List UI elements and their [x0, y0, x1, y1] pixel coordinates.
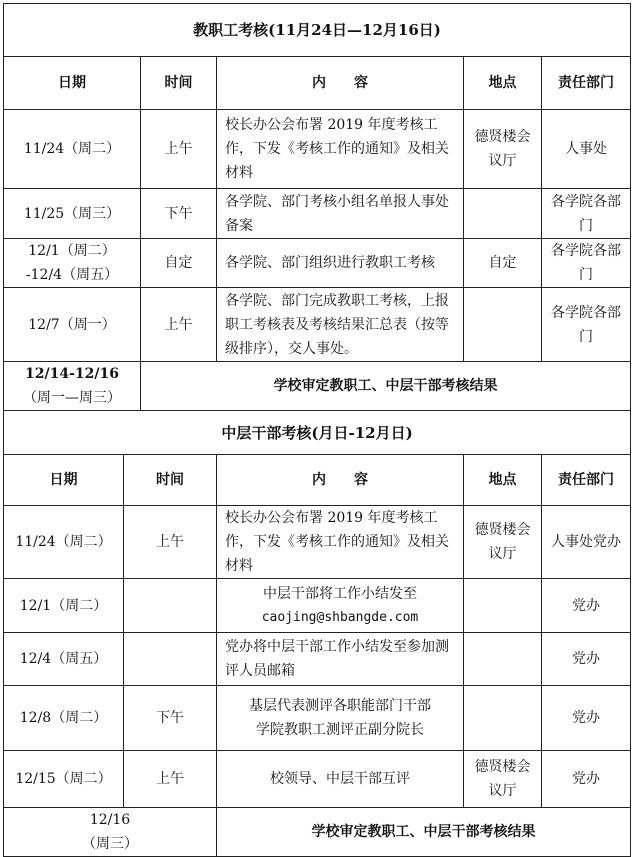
table-row: [4, 751, 631, 808]
cell-dept: 人事处党办: [542, 506, 631, 579]
staff-assessment-table: [3, 3, 631, 411]
cell-content: 校长办公会布署 2019 年度考核工作，下发《考核工作的通知》及相关材料: [217, 110, 464, 189]
cell-date: 12/15（周二）: [4, 751, 124, 808]
table-row: [4, 362, 631, 411]
cell-dept: 人事处: [542, 110, 631, 189]
cell-time: 上午: [141, 288, 217, 362]
date-line: 12/1（周二）: [28, 243, 116, 259]
cell-time: 上午: [141, 110, 217, 189]
header-place: 地点: [464, 57, 542, 110]
cell-time: 下午: [124, 686, 217, 751]
table-row: [4, 110, 631, 189]
final-review-cell: 学校审定教职工、中层干部考核结果: [141, 362, 631, 411]
final-review-cell: 学校审定教职工、中层干部考核结果: [217, 808, 631, 857]
cell-date: 12/4（周五）: [4, 633, 124, 686]
header-dept: 责任部门: [542, 455, 631, 506]
cell-time: 自定: [141, 239, 217, 288]
table-row: [4, 808, 631, 857]
cell-content: 各学院、部门考核小组名单报人事处备案: [217, 189, 464, 239]
header-content: 内 容: [217, 455, 464, 506]
content-line: 中层干部将工作小结发至: [263, 585, 417, 602]
header-time: 时间: [124, 455, 217, 506]
cell-time: 上午: [124, 506, 217, 579]
header-place: 地点: [464, 455, 542, 506]
cell-dept: 党办: [542, 633, 631, 686]
header-dept: 责任部门: [542, 57, 631, 110]
cell-place: 德贤楼会议厅: [464, 110, 542, 189]
cell-content: 党办将中层干部工作小结发至参加测评人员邮箱: [217, 633, 464, 686]
cell-dept: 党办: [542, 686, 631, 751]
email-text: caojing@shbangde.com: [261, 609, 419, 625]
table-row: [4, 189, 631, 239]
cell-date: [4, 362, 141, 411]
cell-date: [4, 808, 217, 857]
table-row: [4, 633, 631, 686]
cell-content: 各学院、部门完成教职工考核，上报职工考核表及考核结果汇总表（按等级排序），交人事处。: [217, 288, 464, 362]
cell-dept: 各学院各部门: [542, 239, 631, 288]
cadre-assessment-table: [3, 410, 631, 857]
cell-dept: 党办: [542, 751, 631, 808]
content-line: 基层代表测评各职能部门干部: [249, 698, 431, 714]
date-line: 12/14-12/16: [25, 366, 119, 382]
cell-date: 11/24（周二）: [4, 110, 141, 189]
table-row: [4, 506, 631, 579]
section-title: 教职工考核(11月24日—12月16日): [4, 4, 631, 57]
cell-content: [217, 686, 464, 751]
date-line: -12/4（周五）: [25, 267, 119, 283]
cell-dept: 各学院各部门: [542, 189, 631, 239]
cell-dept: 党办: [542, 579, 631, 633]
cell-date: 11/24（周二）: [4, 506, 124, 579]
cell-time: [124, 579, 217, 633]
cell-place: 德贤楼会议厅: [464, 506, 542, 579]
cell-date: [4, 239, 141, 288]
header-date: 日期: [4, 57, 141, 110]
cell-content: 各学院、部门组织进行教职工考核: [217, 239, 464, 288]
cell-place: [464, 288, 542, 362]
content-line: 学院教职工测评正副分院长: [256, 722, 424, 738]
cell-time: 下午: [141, 189, 217, 239]
date-line: （周一—周三）: [23, 390, 121, 406]
cell-date: 12/1（周二）: [4, 579, 124, 633]
header-date: 日期: [4, 455, 124, 506]
table-row: [4, 579, 631, 633]
cell-date: 11/25（周三）: [4, 189, 141, 239]
cell-date: 12/8（周二）: [4, 686, 124, 751]
table-row: [4, 239, 631, 288]
cell-place: 德贤楼会议厅: [464, 751, 542, 808]
cell-content: [217, 579, 464, 633]
cell-date: 12/7（周一）: [4, 288, 141, 362]
header-time: 时间: [141, 57, 217, 110]
cell-place: [464, 686, 542, 751]
cell-place: [464, 579, 542, 633]
date-line: 12/16: [89, 812, 131, 828]
header-content: 内 容: [217, 57, 464, 110]
cell-content: 校领导、中层干部互评: [217, 751, 464, 808]
cell-place: [464, 189, 542, 239]
section-title: 中层干部考核(月日-12月日): [4, 411, 631, 455]
cell-time: [124, 633, 217, 686]
cell-place: 自定: [464, 239, 542, 288]
table-row: [4, 686, 631, 751]
table-row: [4, 288, 631, 362]
cell-place: [464, 633, 542, 686]
cell-time: 上午: [124, 751, 217, 808]
cell-content: 校长办公会布署 2019 年度考核工作，下发《考核工作的通知》及相关材料: [217, 506, 464, 579]
date-line: （周三）: [82, 836, 138, 852]
cell-dept: 各学院各部门: [542, 288, 631, 362]
